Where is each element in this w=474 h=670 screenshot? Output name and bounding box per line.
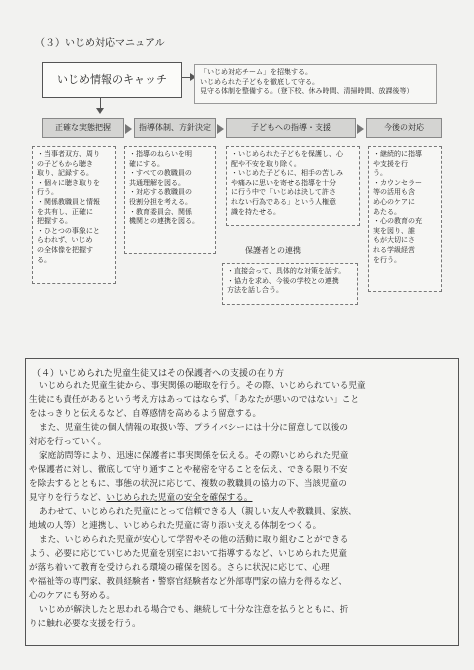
detail-line: ・いじめられた子どもを保護し、心 [231, 150, 343, 158]
detail-line: 方法を話し合う。 [227, 286, 283, 295]
detail-line: ・いじめた子どもに、相手の苦しみ [231, 169, 343, 178]
catch-note: 「いじめ対応チーム」を招集する。 [200, 68, 312, 76]
arrow-right-icon [217, 124, 224, 134]
detail-line: ・継続的に指導 [373, 150, 422, 158]
detail-line: ・心の教育の充 [373, 217, 422, 226]
body-line: 対応を行っていく。 [29, 437, 107, 447]
detail-line: ・当事者双方、周り [37, 150, 100, 158]
detail-line: を共有し、正確に [37, 207, 93, 216]
step-kongo: 今後の対応 [366, 118, 442, 138]
arrow-right-icon [125, 124, 132, 134]
detail-line: 実を図り、誰 [373, 226, 415, 235]
detail-line: ・関係教職員と情報 [37, 197, 100, 206]
catch-note: 見守る体制を整備する。（登下校、休み時間、清掃時間、放課後等） [200, 87, 414, 96]
detail-line: 識を持たせる。 [231, 207, 280, 216]
detail-line: ・ひとつの事象にと [37, 226, 100, 235]
detail-line: ・協力を求め、今後の学校との連携 [227, 276, 339, 285]
section4-title: （４）いじめられた児童生徒又はその保護者への支援の在り方 [32, 369, 285, 379]
detail-line: め心のケアに [373, 197, 415, 206]
step-shidou: 子どもへの指導・支援 [226, 118, 356, 138]
body-line: や保護者に対し、徹底して守り通すことや秘密を守ることを伝え、できる限り不安 [29, 465, 348, 475]
detail-line: の全体像を把握す [37, 245, 93, 254]
detail-line: を行う。 [373, 255, 401, 264]
body-line: いじめられた児童生徒から、事実関係の聴取を行う。その際、いじめられている児童 [39, 381, 366, 391]
detail-line: 確にする。 [129, 159, 164, 168]
detail-line: 役割分担を考える。 [129, 197, 192, 206]
detail-line: 共通理解を図る。 [129, 178, 185, 187]
body-line: が落ち着いて教育を受けられる環境の確保を図る。さらに状況に応じて、心理 [29, 563, 330, 573]
detail-line: や痛みに思いを寄せる指導を十分 [231, 178, 336, 187]
detail-shidou [226, 146, 360, 226]
detail-line: 取り、記録する。 [37, 169, 93, 178]
body-line: や福祉等の専門家、教員経験者・警察官経験者など外部専門家の協力を得るなど、 [29, 577, 347, 587]
body-line: よう、必要に応じていじめた児童を別室において指導するなど、いじめられた児童 [29, 549, 347, 559]
detail-line: れない行為である」という人権意 [231, 197, 336, 206]
body-line: 地域の人等）と連携し、いじめられた児童に寄り添い支える体制をつくる。 [29, 521, 322, 531]
body-line: 家庭訪問等により、迅速に保護者に事実関係を伝える。その際いじめられた児童 [39, 451, 349, 461]
detail-line: 機関との連携を図る。 [129, 217, 199, 226]
detail-line: あたる。 [373, 207, 401, 216]
body-line: いじめが解決したと思われる場合でも、継続して十分な注意を払うとともに、折 [39, 605, 349, 615]
underlined-text: いじめられた児童の安全を確保する。 [106, 493, 253, 503]
catch-box: いじめ情報のキャッチ [42, 62, 182, 98]
detail-line: らわれず、いじめ [37, 236, 93, 245]
step-jittai: 正確な実態把握 [42, 118, 124, 138]
detail-line: 等の活用も含 [373, 188, 415, 197]
hogosha-title: 保護者との連携 [245, 246, 301, 255]
detail-jittai [32, 146, 116, 284]
arrow-down-icon [96, 108, 104, 114]
step-houshin: 指導体制、方針決定 [134, 118, 216, 138]
arrow-right-icon [357, 124, 364, 134]
detail-line: ・個々に聴き取りを [37, 178, 100, 187]
detail-line: ・直接会って、具体的な対策を話す。 [227, 267, 346, 275]
body-line: 心のケアにも努める。 [29, 591, 115, 601]
detail-line: ・カウンセラー [373, 178, 422, 187]
hogosha-notes [222, 263, 358, 305]
body-line: りに触れ必要な支援を行う。 [29, 619, 141, 629]
detail-line: ・教育委員会、関係 [129, 207, 192, 216]
catch-note: いじめられた子どもを徹底して守る。 [200, 77, 319, 86]
detail-line: ・対応する教職員の [129, 188, 192, 197]
detail-line: 行う。 [37, 188, 58, 197]
detail-line: や支援を行 [373, 159, 408, 168]
body-line: また、いじめられた児童が安心して学習やその他の活動に取り組むことができる [39, 535, 349, 545]
body-line: をはっきりと伝えるなど、自尊感情を高めるよう留意する。 [29, 409, 262, 419]
detail-houshin [124, 146, 216, 254]
detail-line: る。 [37, 255, 51, 264]
detail-kongo [368, 146, 442, 292]
detail-line: 配や不安を取り除く。 [231, 159, 301, 168]
catch-notes-box [194, 64, 437, 104]
body-line: また、児童生徒の個人情報の取扱い等、プライバシーには十分に留意して以後の [39, 423, 348, 433]
detail-line: 把握する。 [37, 217, 72, 226]
body-line: あわせて、いじめられた児童にとって信頼できる人（親しい友人や教職員、家族、 [39, 507, 357, 517]
detail-line: の子どもから聴き [37, 159, 93, 168]
body-line: を除去するとともに、事態の状況に応じて、複数の教職員の協力の下、当該児童の [29, 479, 347, 489]
detail-line: に行う中で「いじめは決して許さ [231, 188, 336, 197]
body-line: 生徒にも責任があるという考え方はあってはならず、「あなたが悪いのではない」こと [29, 395, 360, 405]
detail-line: ・すべての教職員の [129, 169, 192, 178]
detail-line: ・指導のねらいを明 [129, 150, 192, 158]
section3-title: （３）いじめ対応マニュアル [35, 38, 165, 49]
body-line [29, 493, 252, 504]
detail-line: う。 [373, 169, 387, 178]
detail-line: もが大切にさ [373, 236, 415, 245]
detail-line: れる学級経営 [373, 245, 415, 254]
body-text: 見守りを行うなど、 [29, 493, 107, 503]
